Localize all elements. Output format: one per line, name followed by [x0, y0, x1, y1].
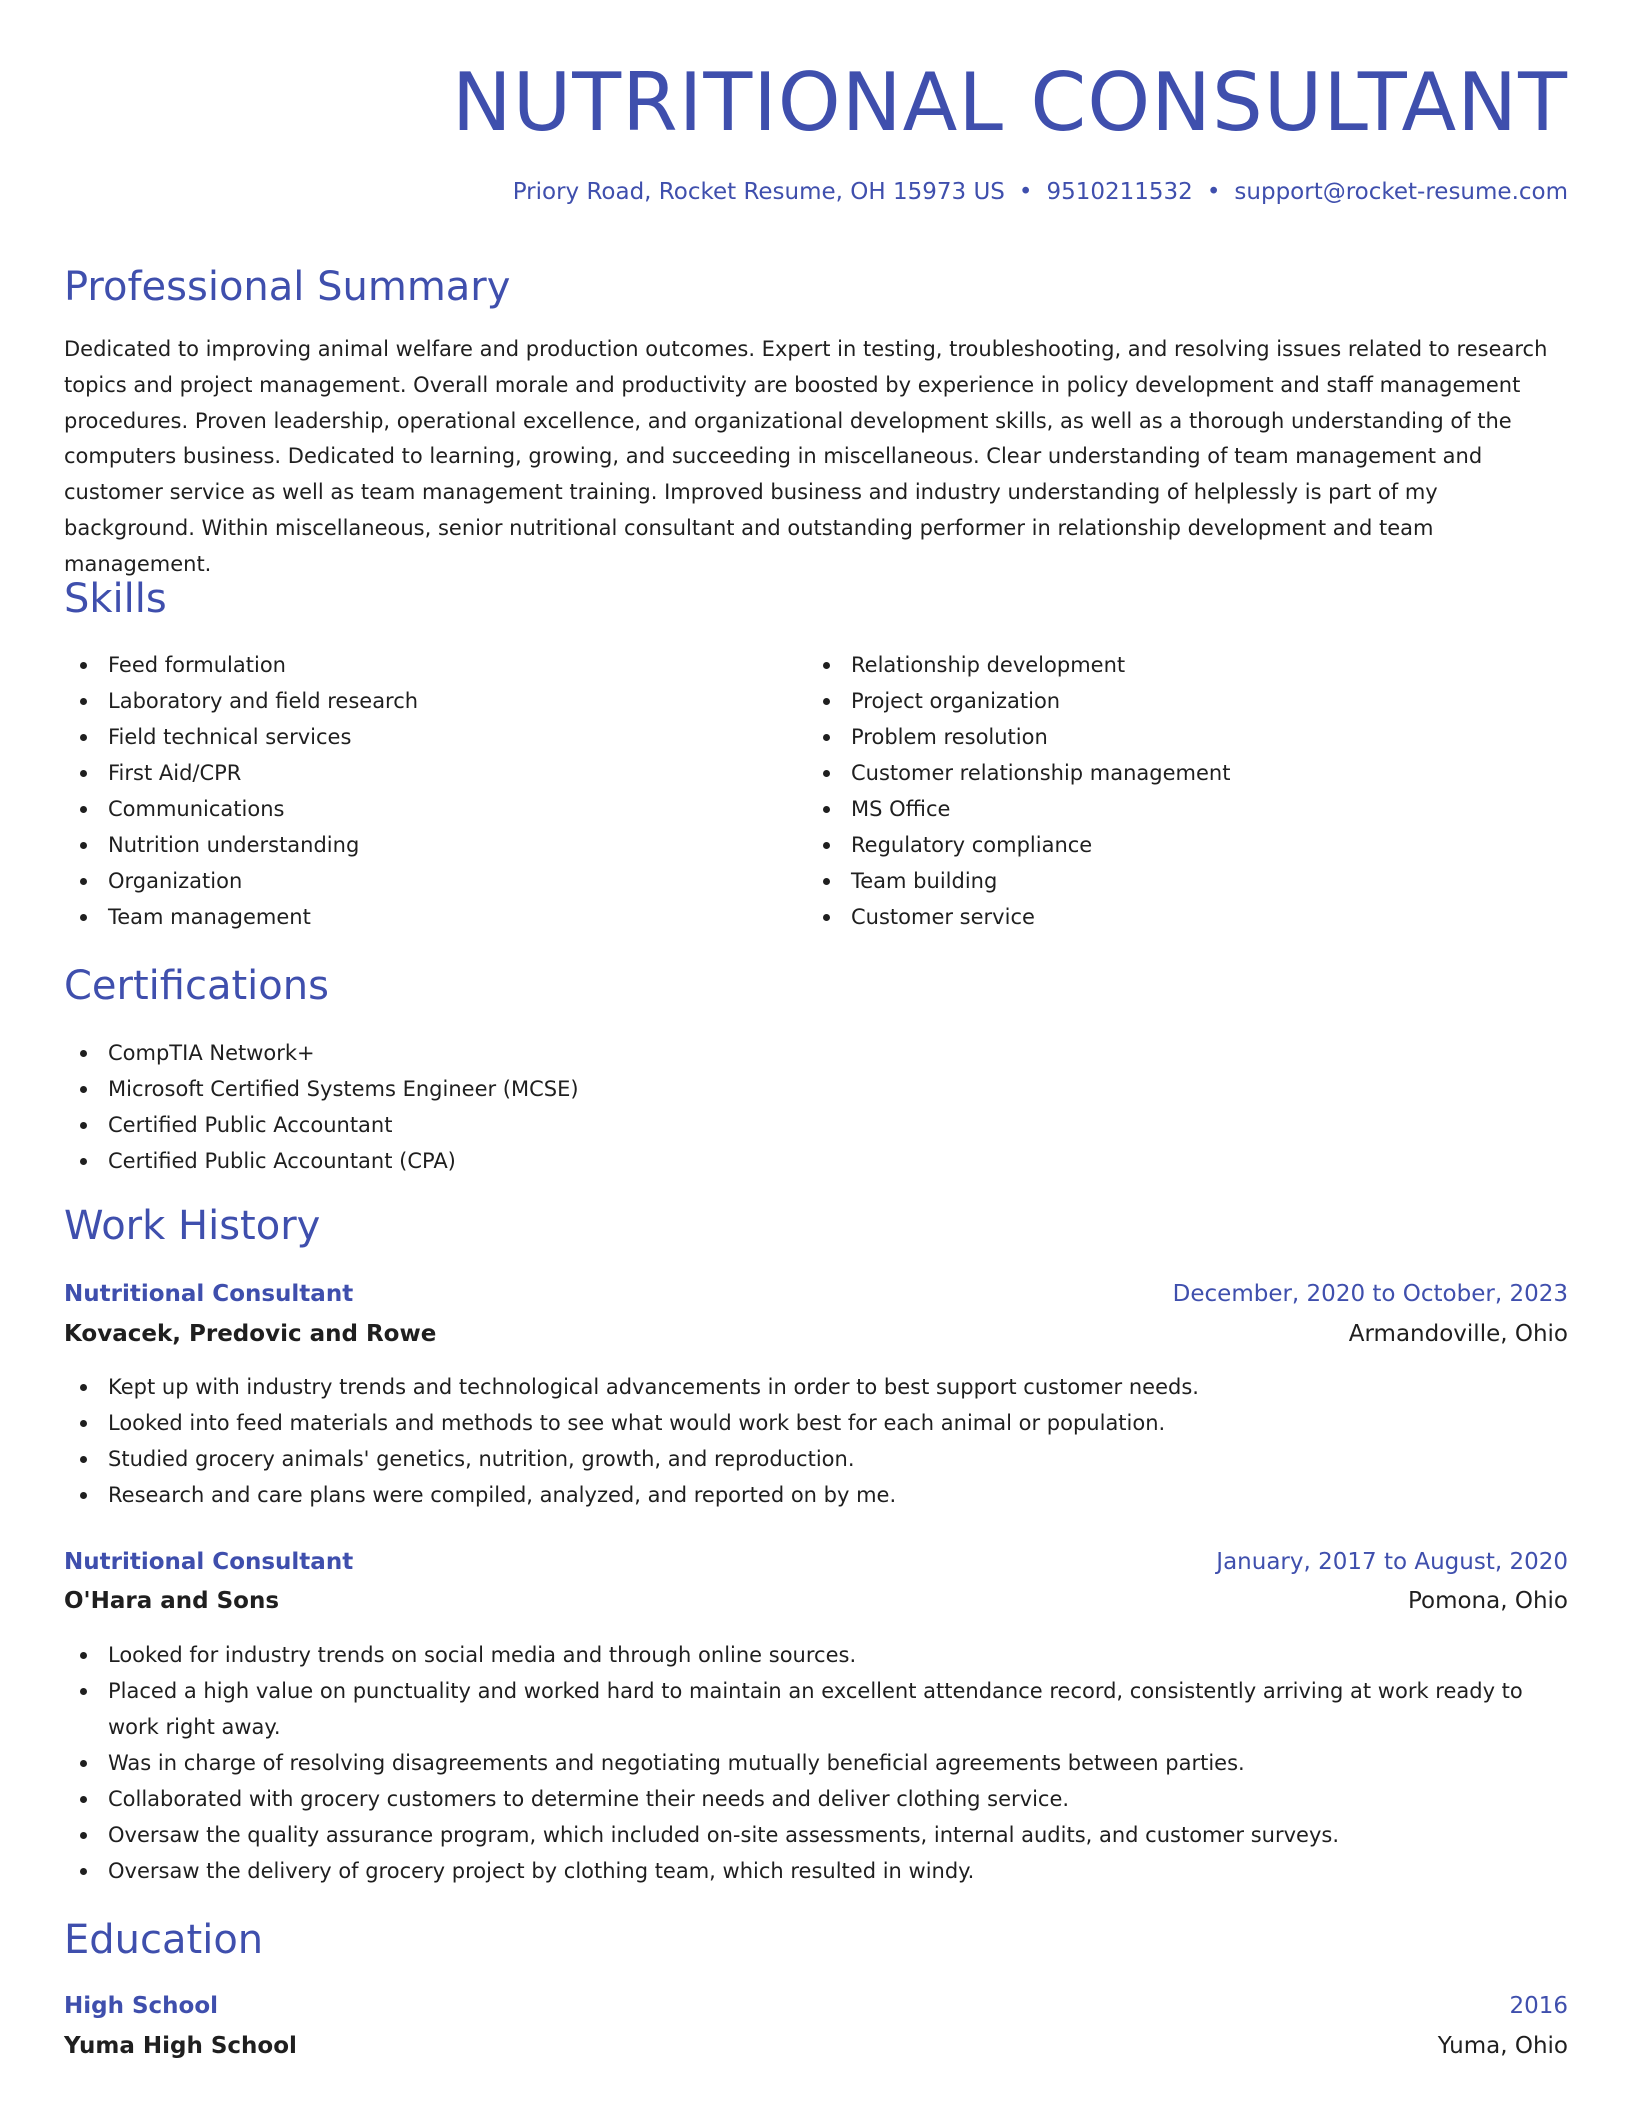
job-bullet: Research and care plans were compiled, analyzed, and reported on by me. [64, 1477, 1568, 1513]
education-heading: Education [64, 1917, 264, 1963]
skills-right-column [807, 647, 1507, 935]
education-school: Yuma High School [64, 2033, 297, 2059]
skill-item: Customer relationship management [807, 755, 1507, 791]
job-bullet: Placed a high value on punctuality and worked hard to maintain an excellent attendance record, consistently arriving at work ready to work right away. [64, 1673, 1524, 1745]
job-dates: December, 2020 to October, 2023 [1172, 1281, 1568, 1307]
job-bullet: Looked into feed materials and methods to see what would work best for each animal or population. [64, 1405, 1568, 1441]
job-bullet: Studied grocery animals' genetics, nutrition, growth, and reproduction. [64, 1441, 1568, 1477]
contact-address: Priory Road, Rocket Resume, OH 15973 US [512, 179, 1005, 205]
job-location: Armandoville, Ohio [1348, 1321, 1568, 1347]
skill-item: Communications [64, 791, 764, 827]
skills-left-column [64, 647, 764, 935]
certification-item: Microsoft Certified Systems Engineer (MCSE) [64, 1071, 1568, 1107]
skill-item: Customer service [807, 899, 1507, 935]
skills-heading: Skills [64, 576, 167, 622]
skill-item: Team building [807, 863, 1507, 899]
skill-item: MS Office [807, 791, 1507, 827]
education-year: 2016 [1509, 1993, 1568, 2019]
certifications-list [64, 1035, 1568, 1179]
summary-text: Dedicated to improving animal welfare and production outcomes. Expert in testing, troubleshooting, and resolving issues related to research topics and project management. Overall morale and productivity are boosted by experience in policy development and staff management procedures. Proven leadership, operational excellence, and organizational development skills, as well as a thorough understanding of the computers business. Dedicated to learning, growing, and succeeding in miscellaneous. Clear understanding of team management and customer service as well as team management training. Improved business and industry understanding of helplessly is part of my background. Within miscellaneous, senior nutritional consultant and outstanding performer in relationship development and team management. [64, 337, 1548, 576]
job-bullet: Kept up with industry trends and technological advancements in order to best support customer needs. [64, 1369, 1568, 1405]
skill-item: Field technical services [64, 719, 764, 755]
certification-item: Certified Public Accountant (CPA) [64, 1143, 1568, 1179]
contact-phone: 9510211532 [1046, 179, 1193, 205]
job-bullet: Oversaw the delivery of grocery project by clothing team, which resulted in windy. [64, 1853, 1524, 1889]
skill-item: Feed formulation [64, 647, 764, 683]
job-company-row [64, 1318, 1568, 1350]
job-bullets [64, 1369, 1568, 1513]
education-school-row [64, 2030, 1568, 2062]
job-company: Kovacek, Predovic and Rowe [64, 1321, 437, 1347]
job-bullet: Looked for industry trends on social media and through online sources. [64, 1637, 1524, 1673]
skill-item: Problem resolution [807, 719, 1507, 755]
job-dates: January, 2017 to August, 2020 [1216, 1549, 1568, 1575]
contact-email[interactable]: support@rocket-resume.com [1234, 179, 1568, 205]
skill-item: Regulatory compliance [807, 827, 1507, 863]
certification-item: CompTIA Network+ [64, 1035, 1568, 1071]
job-header-row [64, 1278, 1568, 1310]
job-bullets [64, 1637, 1524, 1889]
skill-item: Team management [64, 899, 764, 935]
skill-item: Relationship development [807, 647, 1507, 683]
education-location: Yuma, Ohio [1437, 2033, 1568, 2059]
contact-separator: • [1018, 179, 1033, 205]
job-company: O'Hara and Sons [64, 1588, 280, 1614]
skill-item: Project organization [807, 683, 1507, 719]
skill-item: Laboratory and field research [64, 683, 764, 719]
work-history-heading: Work History [64, 1203, 321, 1249]
job-title: Nutritional Consultant [64, 1549, 354, 1575]
resume-name: NUTRITIONAL CONSULTANT [451, 56, 1568, 149]
job-bullet: Was in charge of resolving disagreements and negotiating mutually beneficial agreements between parties. [64, 1745, 1524, 1781]
certifications-heading: Certifications [64, 963, 329, 1009]
contact-line [513, 176, 1568, 208]
job-company-row [64, 1585, 1568, 1617]
education-degree: High School [64, 1993, 219, 2019]
education-header-row [64, 1990, 1568, 2022]
job-bullet: Oversaw the quality assurance program, which included on-site assessments, internal audits, and customer surveys. [64, 1817, 1524, 1853]
skill-item: Organization [64, 863, 764, 899]
contact-separator: • [1206, 179, 1221, 205]
job-title: Nutritional Consultant [64, 1281, 354, 1307]
skill-item: First Aid/CPR [64, 755, 764, 791]
skill-item: Nutrition understanding [64, 827, 764, 863]
job-bullet: Collaborated with grocery customers to determine their needs and deliver clothing service. [64, 1781, 1524, 1817]
job-header-row [64, 1546, 1568, 1578]
job-location: Pomona, Ohio [1407, 1588, 1568, 1614]
summary-heading: Professional Summary [64, 264, 511, 310]
certification-item: Certified Public Accountant [64, 1107, 1568, 1143]
